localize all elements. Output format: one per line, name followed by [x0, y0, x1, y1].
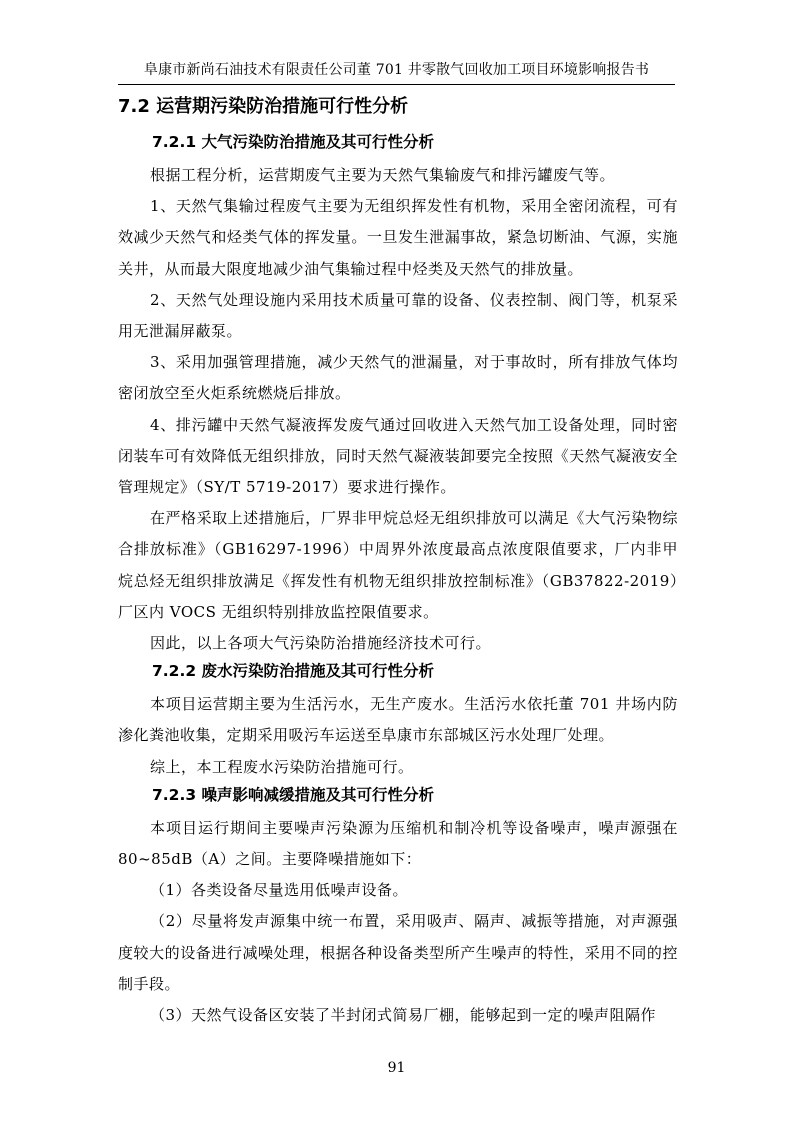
paragraph: 本项目运营期主要为生活污水，无生产废水。生活污水依托董 701 井场内防渗化粪池收集，定期采用吸污车运送至阜康市东部城区污水处理厂处理。 [118, 695, 678, 745]
paragraph: 根据工程分析，运营期废气主要为天然气集输废气和排污罐废气等。 [150, 166, 616, 184]
paragraph: 4、排污罐中天然气凝液挥发废气通过回收进入天然气加工设备处理，同时密闭装车可有效降低无组织排放，同时天然气凝液装卸要完全按照《天然气凝液安全管理规定》（SY/T 5719-2017）要求进行操作。 [118, 415, 678, 497]
paragraph: 1、天然气集输过程废气主要为无组织挥发性有机物，采用全密闭流程，可有效减少天然气和烃类气体的挥发量。一旦发生泄漏事故，紧急切断油、气源，实施关井，从而最大限度地减少油气集输过程中烃类及天然气的排放量。 [118, 197, 678, 278]
paragraph: （3）天然气设备区安装了半封闭式简易厂棚，能够起到一定的噪声阻隔作 [150, 1006, 657, 1025]
page-header: 阜康市新尚石油技术有限责任公司董 701 井零散气回收加工项目环境影响报告书 [143, 62, 650, 78]
paragraph: 在严格采取上述措施后，厂界非甲烷总烃无组织排放可以满足《大气污染物综合排放标准》（GB16297-1996）中周界外浓度最高点浓度限值要求，厂内非甲烷总烃无组织排放满足《挥发性有机物无组织排放控制标准》（GB37822-2019）厂区内 VOCS 无组织特别排放监控限值要求。 [118, 509, 678, 621]
paragraph: 本项目运行期间主要噪声污染源为压缩机和制冷机等设备噪声，噪声源强在 80~85dB（A）之间。主要降噪措施如下： [118, 818, 678, 869]
subsection-title-noise: 7.2.3 噪声影响减缓措施及其可行性分析 [152, 785, 435, 804]
paragraph: 综上，本工程废水污染防治措施可行。 [150, 757, 414, 776]
paragraph: 2、天然气处理设施内采用技术质量可靠的设备、仪表控制、阀门等，机泵采用无泄漏屏蔽泵。 [118, 290, 678, 341]
section-title: 7.2 运营期污染防治措施可行性分析 [118, 96, 409, 117]
paragraph: 3、采用加强管理措施，减少天然气的泄漏量，对于事故时，所有排放气体均密闭放空至火炬系统燃烧后排放。 [118, 353, 678, 403]
subsection-title-wastewater: 7.2.2 废水污染防治措施及其可行性分析 [152, 662, 435, 681]
paragraph: （2）尽量将发声源集中统一布置，采用吸声、隔声、减振等措施，对声源强度较大的设备进行减噪处理，根据各种设备类型所产生噪声的特性，采用不同的控制手段。 [118, 912, 678, 993]
header-rule [118, 84, 675, 85]
paragraph: （1）各类设备尽量选用低噪声设备。 [150, 881, 409, 900]
subsection-title-air: 7.2.1 大气污染防治措施及其可行性分析 [152, 133, 435, 151]
page-number: 91 [387, 1060, 406, 1076]
document-body [118, 94, 678, 1031]
paragraph: 因此，以上各项大气污染防治措施经济技术可行。 [150, 634, 492, 653]
